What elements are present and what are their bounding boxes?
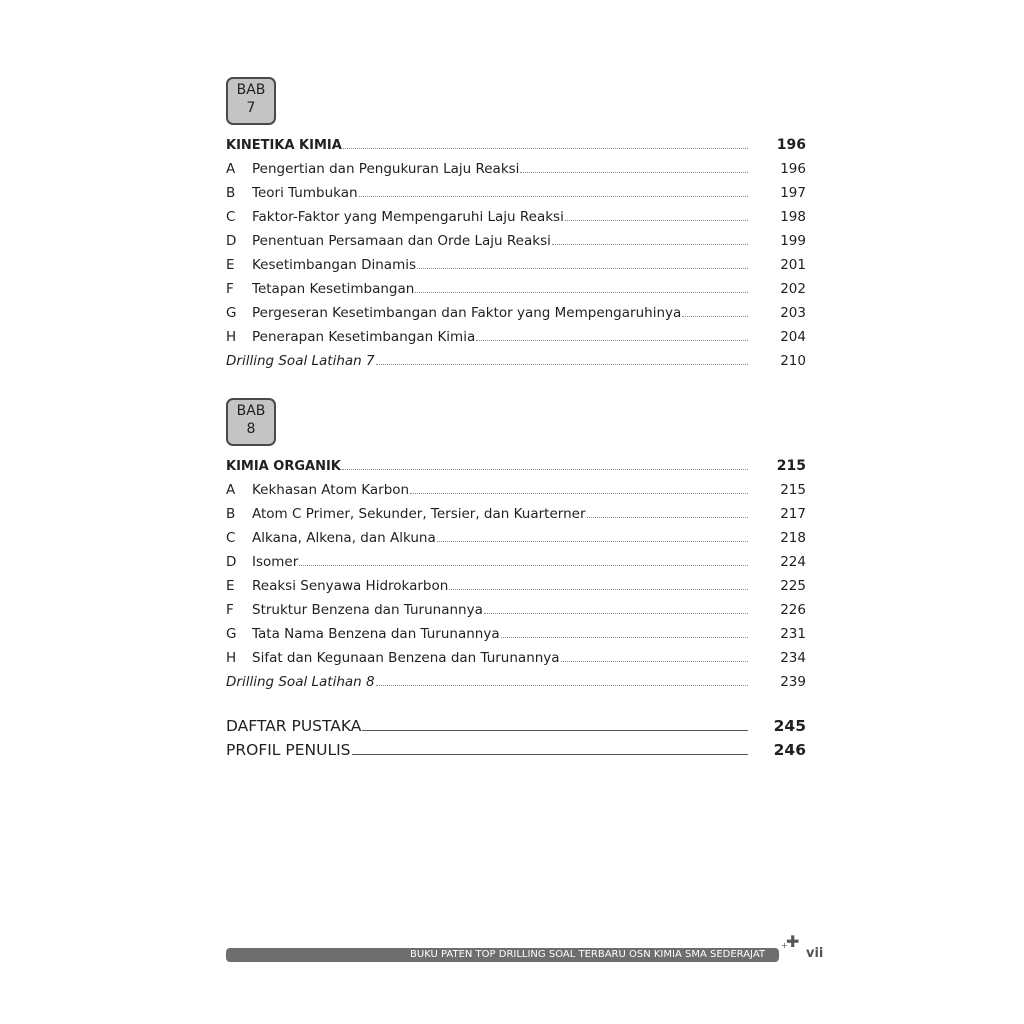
- plus-icon: ✚: [786, 932, 800, 951]
- item-letter: E: [226, 257, 235, 273]
- entry-page: 215: [780, 482, 806, 498]
- entry-page: 199: [780, 233, 806, 249]
- entry-page: 246: [773, 741, 806, 759]
- entry-page: 197: [780, 185, 806, 201]
- chapter-badge: [226, 77, 276, 125]
- dot-leader: [682, 315, 748, 317]
- item-letter: C: [226, 530, 236, 546]
- entry-label: Pergeseran Kesetimbangan dan Faktor yang Mempengaruhinya: [252, 305, 682, 321]
- chapter-badge-label: BAB: [236, 403, 266, 419]
- back-matter-row[interactable]: [226, 715, 806, 735]
- dot-leader: [484, 612, 748, 614]
- item-letter: H: [226, 329, 237, 345]
- dot-leader: [376, 363, 748, 365]
- dot-leader: [476, 339, 748, 341]
- chapter-title-row[interactable]: [226, 133, 806, 153]
- dot-leader: [352, 753, 749, 755]
- entry-label: Penentuan Persamaan dan Orde Laju Reaksi: [252, 233, 551, 249]
- dot-leader: [587, 516, 748, 518]
- entry-label: Sifat dan Kegunaan Benzena dan Turunannya: [252, 650, 560, 666]
- entry-page: 234: [780, 650, 806, 666]
- back-matter-row[interactable]: [226, 739, 806, 759]
- toc-item[interactable]: [226, 646, 806, 666]
- entry-label: PROFIL PENULIS: [226, 741, 351, 759]
- entry-page: 239: [780, 674, 806, 690]
- item-letter: A: [226, 161, 236, 177]
- entry-page: 196: [780, 161, 806, 177]
- toc-item[interactable]: [226, 157, 806, 177]
- entry-page: 225: [780, 578, 806, 594]
- toc-item[interactable]: [226, 205, 806, 225]
- entry-page: 218: [780, 530, 806, 546]
- entry-page: 196: [776, 137, 806, 153]
- entry-label: Isomer: [252, 554, 299, 570]
- entry-page: 203: [780, 305, 806, 321]
- dot-leader: [449, 588, 748, 590]
- entry-label: KIMIA ORGANIK: [226, 459, 341, 474]
- chapter-badge-label: BAB: [236, 82, 266, 98]
- toc-item[interactable]: [226, 478, 806, 498]
- dot-leader: [501, 636, 748, 638]
- dot-leader: [520, 171, 748, 173]
- drilling-row[interactable]: [226, 670, 806, 690]
- item-letter: G: [226, 626, 237, 642]
- item-letter: A: [226, 482, 236, 498]
- entry-page: 198: [780, 209, 806, 225]
- toc-item[interactable]: [226, 301, 806, 321]
- toc-item[interactable]: [226, 277, 806, 297]
- toc-item[interactable]: [226, 526, 806, 546]
- entry-label: DAFTAR PUSTAKA: [226, 717, 362, 735]
- dot-leader: [561, 660, 748, 662]
- entry-label: Atom C Primer, Sekunder, Tersier, dan Kuarterner: [252, 506, 586, 522]
- dot-leader: [343, 147, 748, 149]
- entry-page: 210: [780, 353, 806, 369]
- entry-label: Tetapan Kesetimbangan: [252, 281, 415, 297]
- item-letter: F: [226, 281, 234, 297]
- item-letter: G: [226, 305, 237, 321]
- dot-leader: [415, 291, 748, 293]
- entry-page: 224: [780, 554, 806, 570]
- item-letter: B: [226, 506, 236, 522]
- item-letter: H: [226, 650, 237, 666]
- entry-page: 226: [780, 602, 806, 618]
- page-number: vii: [806, 946, 824, 961]
- item-letter: B: [226, 185, 236, 201]
- chapter-badge: [226, 398, 276, 446]
- item-letter: F: [226, 602, 234, 618]
- entry-page: 245: [773, 717, 806, 735]
- entry-page: 204: [780, 329, 806, 345]
- toc-item[interactable]: [226, 253, 806, 273]
- footer-bar: [226, 948, 779, 962]
- item-letter: E: [226, 578, 235, 594]
- toc-item[interactable]: [226, 550, 806, 570]
- dot-leader: [552, 243, 748, 245]
- dot-leader: [565, 219, 748, 221]
- entry-page: 202: [780, 281, 806, 297]
- entry-label: Kekhasan Atom Karbon: [252, 482, 410, 498]
- toc-item[interactable]: [226, 574, 806, 594]
- dot-leader: [417, 267, 748, 269]
- entry-label: Tata Nama Benzena dan Turunannya: [252, 626, 500, 642]
- item-letter: D: [226, 233, 237, 249]
- toc-item[interactable]: [226, 622, 806, 642]
- entry-label: Struktur Benzena dan Turunannya: [252, 602, 483, 618]
- entry-label: Drilling Soal Latihan 8: [226, 674, 375, 690]
- entry-label: Kesetimbangan Dinamis: [252, 257, 417, 273]
- dot-leader: [359, 195, 748, 197]
- toc-item[interactable]: [226, 325, 806, 345]
- toc-item[interactable]: [226, 229, 806, 249]
- entry-page: 231: [780, 626, 806, 642]
- item-letter: C: [226, 209, 236, 225]
- entry-label: Alkana, Alkena, dan Alkuna: [252, 530, 436, 546]
- entry-label: Penerapan Kesetimbangan Kimia: [252, 329, 476, 345]
- entry-label: Reaksi Senyawa Hidrokarbon: [252, 578, 449, 594]
- entry-label: KINETIKA KIMIA: [226, 138, 342, 153]
- entry-label: Faktor-Faktor yang Mempengaruhi Laju Reaksi: [252, 209, 564, 225]
- dot-leader: [342, 468, 748, 470]
- chapter-title-row[interactable]: [226, 454, 806, 474]
- entry-page: 215: [776, 458, 806, 474]
- sparkle-icon: +: [781, 941, 788, 950]
- chapter-badge-number: 7: [246, 100, 256, 116]
- drilling-row[interactable]: [226, 349, 806, 369]
- footer-book-title: BUKU PATEN TOP DRILLING SOAL TERBARU OSN KIMIA SMA SEDERAJAT: [410, 949, 765, 960]
- item-letter: D: [226, 554, 237, 570]
- entry-label: Teori Tumbukan: [252, 185, 358, 201]
- entry-label: Pengertian dan Pengukuran Laju Reaksi: [252, 161, 520, 177]
- toc-item[interactable]: [226, 181, 806, 201]
- toc-item[interactable]: [226, 502, 806, 522]
- toc-item[interactable]: [226, 598, 806, 618]
- dot-leader: [299, 564, 748, 566]
- dot-leader: [362, 729, 748, 731]
- chapter-badge-number: 8: [246, 421, 256, 437]
- entry-page: 201: [780, 257, 806, 273]
- dot-leader: [437, 540, 748, 542]
- entry-label: Drilling Soal Latihan 7: [226, 353, 375, 369]
- dot-leader: [376, 684, 748, 686]
- entry-page: 217: [780, 506, 806, 522]
- dot-leader: [410, 492, 748, 494]
